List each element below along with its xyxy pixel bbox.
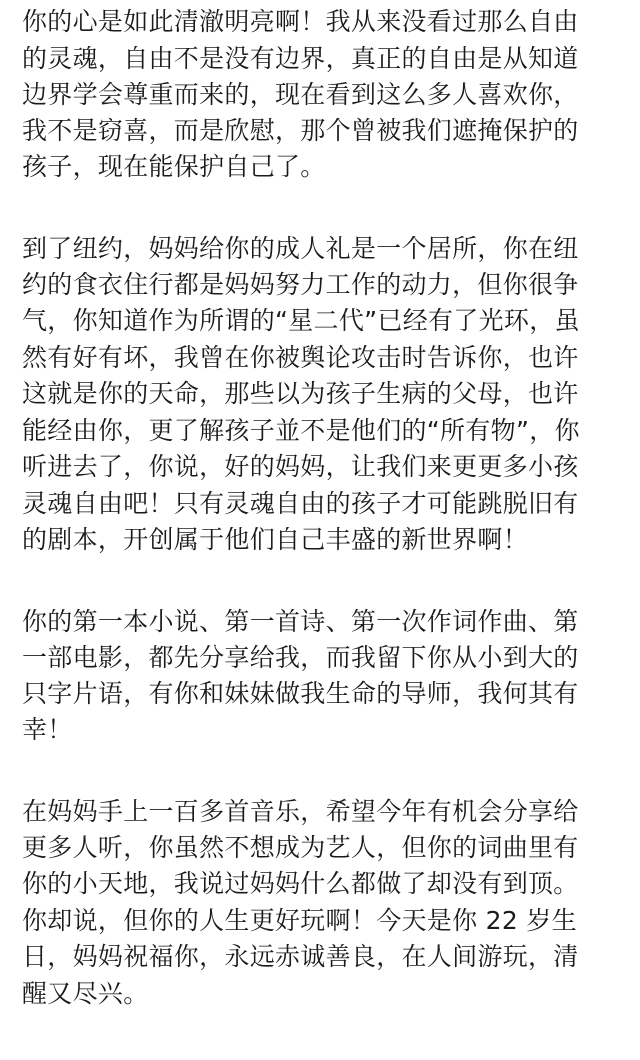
text-line: 然有好有坏，我曾在你被舆论攻击时告诉你，也许 (22, 343, 579, 372)
text-line: 日，妈妈祝福你，永远赤诚善良，在人间游玩，清 (22, 942, 579, 971)
text-line: 边界学会尊重而来的，现在看到这么多人喜欢你， (22, 80, 579, 109)
text-line: 你的第一本小说、第一首诗、第一次作词作曲、第 (22, 607, 579, 636)
text-line: 我不是窃喜，而是欣慰，那个曾被我们遮掩保护的 (22, 116, 579, 145)
text-line: 你却说，但你的人生更好玩啊！今天是你 22 岁生 (22, 906, 577, 935)
text-line: 更多人听，你虽然不想成为艺人，但你的词曲里有 (22, 833, 579, 862)
text-line: 能经由你，更了解孩子並不是他们的“所有物”，你 (22, 416, 580, 445)
text-line: 的灵魂，自由不是没有边界，真正的自由是从知道 (22, 44, 579, 73)
text-line: 的剧本，开创属于他们自己丰盛的新世界啊！ (22, 525, 529, 554)
text-line: 听进去了，你说，好的妈妈，让我们来更更多小孩 (22, 452, 579, 481)
text-line: 这就是你的天命，那些以为孩子生病的父母，也许 (22, 379, 579, 408)
text-line: 幸！ (22, 715, 73, 744)
text-line: 灵魂自由吧！只有灵魂自由的孩子才可能跳脱旧有 (22, 489, 579, 518)
text-line: 你的心是如此清澈明亮啊！我从来没看过那么自由 (22, 7, 579, 36)
text-line: 醒又尽兴。 (22, 979, 149, 1008)
text-line: 孩子，现在能保护自己了。 (22, 152, 326, 181)
text-line: 一部电影，都先分享给我，而我留下你从小到大的 (22, 643, 579, 672)
text-line: 你的小天地，我说过妈妈什么都做了却没有到顶。 (22, 869, 579, 898)
text-line: 到了纽约，妈妈给你的成人礼是一个居所，你在纽 (22, 234, 579, 263)
text-line: 在妈妈手上一百多首音乐，希望今年有机会分享给 (22, 797, 579, 826)
text-line: 只字片语，有你和妹妹做我生命的导师，我何其有 (22, 679, 579, 708)
text-line: 约的食衣住行都是妈妈努力工作的动力，但你很争 (22, 270, 579, 299)
text-line: 气，你知道作为所谓的“星二代”已经有了光环，虽 (22, 306, 580, 335)
